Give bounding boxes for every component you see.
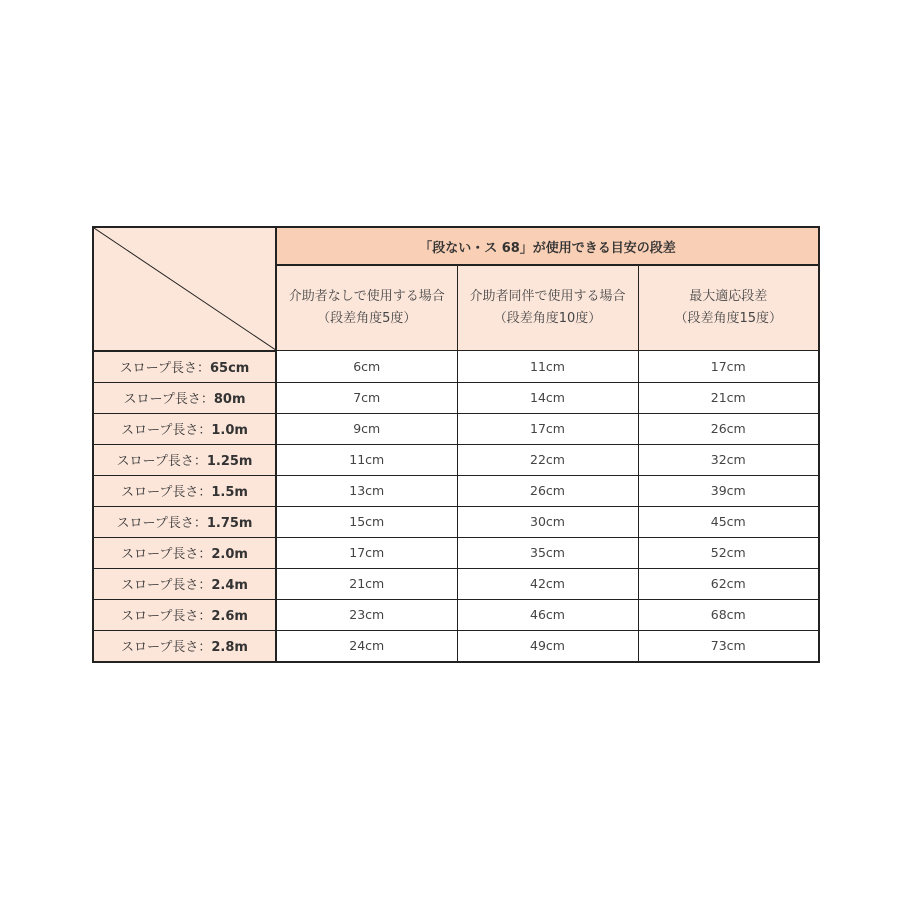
row-label-slope-length	[93, 568, 276, 599]
table-cell: 7cm	[276, 382, 457, 413]
row-label-prefix: スロープ長さ：	[123, 392, 214, 407]
table-cell: 73cm	[638, 630, 819, 662]
table-cell: 26cm	[457, 475, 638, 506]
table-cell: 62cm	[638, 568, 819, 599]
row-label-length: 80m	[213, 392, 246, 407]
row-label-prefix: スロープ長さ：	[121, 578, 212, 593]
table-cell: 30cm	[457, 506, 638, 537]
row-label-prefix: スロープ長さ：	[116, 454, 207, 469]
step-height-table-container	[92, 226, 818, 663]
column-header-max-step	[638, 265, 819, 351]
table-title: 「段ない・ス 68」が使用できる目安の段差	[276, 227, 819, 265]
table-row	[93, 568, 819, 599]
table-cell: 11cm	[457, 351, 638, 383]
column-header-no-assistant	[276, 265, 457, 351]
row-label-slope-length	[93, 630, 276, 662]
column-header-line1: 介助者同伴で使用する場合	[469, 289, 626, 304]
table-cell: 21cm	[276, 568, 457, 599]
column-header-line2: （段差角度10度）	[493, 311, 602, 326]
table-cell: 17cm	[276, 537, 457, 568]
table-cell: 17cm	[457, 413, 638, 444]
table-cell: 13cm	[276, 475, 457, 506]
row-label-prefix: スロープ長さ：	[121, 485, 212, 500]
table-cell: 42cm	[457, 568, 638, 599]
table-cell: 35cm	[457, 537, 638, 568]
column-header-line2: （段差角度15度）	[674, 311, 783, 326]
row-label-slope-length	[93, 475, 276, 506]
table-cell: 49cm	[457, 630, 638, 662]
table-row	[93, 444, 819, 475]
row-label-length: 2.0m	[211, 547, 248, 562]
table-cell: 21cm	[638, 382, 819, 413]
table-row	[93, 506, 819, 537]
table-cell: 6cm	[276, 351, 457, 383]
table-row	[93, 382, 819, 413]
row-label-length: 2.8m	[211, 640, 248, 655]
step-height-table	[92, 226, 820, 663]
table-cell: 22cm	[457, 444, 638, 475]
table-cell: 52cm	[638, 537, 819, 568]
table-cell: 9cm	[276, 413, 457, 444]
row-label-slope-length	[93, 413, 276, 444]
table-cell: 46cm	[457, 599, 638, 630]
row-label-slope-length	[93, 599, 276, 630]
table-row	[93, 413, 819, 444]
corner-diagonal-cell	[93, 227, 276, 351]
column-header-line1: 介助者なしで使用する場合	[288, 289, 445, 304]
row-label-prefix: スロープ長さ：	[119, 361, 210, 376]
row-label-length: 2.4m	[211, 578, 248, 593]
row-label-slope-length	[93, 351, 276, 383]
row-label-prefix: スロープ長さ：	[121, 609, 212, 624]
table-cell: 24cm	[276, 630, 457, 662]
row-label-prefix: スロープ長さ：	[121, 423, 212, 438]
table-cell: 45cm	[638, 506, 819, 537]
diagonal-line	[94, 228, 275, 350]
table-cell: 15cm	[276, 506, 457, 537]
table-row	[93, 599, 819, 630]
table-row	[93, 630, 819, 662]
row-label-length: 1.25m	[206, 454, 253, 469]
column-header-line2: （段差角度5度）	[317, 311, 417, 326]
table-row	[93, 351, 819, 383]
table-cell: 26cm	[638, 413, 819, 444]
table-cell: 23cm	[276, 599, 457, 630]
row-label-slope-length	[93, 444, 276, 475]
row-label-prefix: スロープ長さ：	[121, 640, 212, 655]
row-label-length: 1.0m	[211, 423, 248, 438]
row-label-length: 1.75m	[206, 516, 253, 531]
table-cell: 32cm	[638, 444, 819, 475]
table-cell: 39cm	[638, 475, 819, 506]
column-header-line1: 最大適応段差	[689, 289, 768, 304]
row-label-length: 65cm	[210, 361, 250, 376]
row-label-prefix: スロープ長さ：	[121, 547, 212, 562]
table-cell: 17cm	[638, 351, 819, 383]
table-cell: 11cm	[276, 444, 457, 475]
table-cell: 68cm	[638, 599, 819, 630]
table-cell: 14cm	[457, 382, 638, 413]
table-body	[93, 351, 819, 662]
table-row	[93, 537, 819, 568]
row-label-slope-length	[93, 506, 276, 537]
column-header-with-assistant	[457, 265, 638, 351]
row-label-length: 1.5m	[211, 485, 248, 500]
row-label-length: 2.6m	[211, 609, 248, 624]
row-label-slope-length	[93, 537, 276, 568]
row-label-slope-length	[93, 382, 276, 413]
row-label-prefix: スロープ長さ：	[116, 516, 207, 531]
table-row	[93, 475, 819, 506]
